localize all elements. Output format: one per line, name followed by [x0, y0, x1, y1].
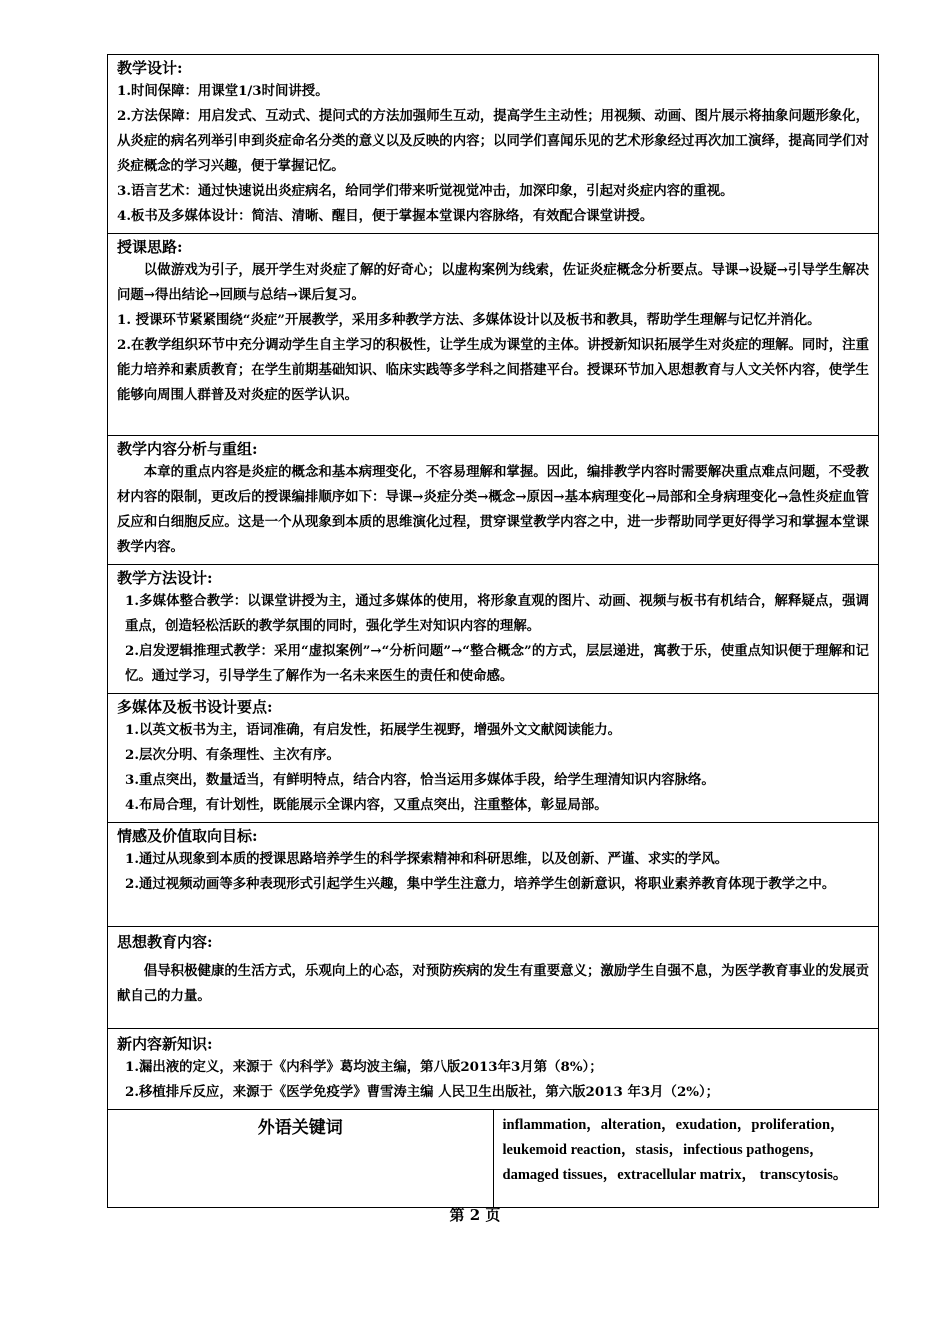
multimedia-design-item-4: 4.布局合理，有计划性，既能展示全课内容，又重点突出，注重整体，彰显局部。	[125, 797, 608, 813]
value-goals-cell	[108, 823, 879, 927]
multimedia-design-item-2: 2.层次分明、有条理性、主次有序。	[125, 747, 340, 763]
new-knowledge-item-1: 1.漏出液的定义，来源于《内科学》葛均波主编，第八版2013年3月第（8%）；	[125, 1059, 603, 1075]
lesson-plan-table	[107, 54, 879, 1208]
ideological-education-heading: 思想教育内容:	[117, 933, 213, 951]
teaching-approach-item-2: 2.在教学组织环节中充分调动学生自主学习的积极性，让学生成为课堂的主体。讲授新知识拓展学生对炎症的理解。同时，注重能力培养和素质教育；在学生前期基础知识、临床实践等多学科之间搭建平台。授课环节加入思想教育与人文关怀内容，使学生能够向周围人群普及对炎症的医学认识。	[117, 337, 869, 403]
content-analysis-row	[108, 436, 879, 565]
value-goals-heading: 情感及价值取向目标:	[117, 827, 258, 845]
teaching-design-heading: 教学设计:	[117, 59, 183, 77]
keywords-label: 外语关键词	[108, 1110, 494, 1208]
value-goals-item-1: 1.通过从现象到本质的授课思路培养学生的科学探索精神和科研思维，以及创新、严谨、求实的学风。	[125, 851, 729, 867]
teaching-approach-heading: 授课思路:	[117, 238, 183, 256]
multimedia-design-cell	[108, 694, 879, 823]
value-goals-row	[108, 823, 879, 927]
teaching-design-row	[108, 55, 879, 234]
content-analysis-text: 本章的重点内容是炎症的概念和基本病理变化，不容易理解和掌握。因此，编排教学内容时需要解决重点难点问题，不受教材内容的限制，更改后的授课编排顺序如下：导课→炎症分类→概念→原因→基本病理变化→局部和全身病理变化→急性炎症血管反应和白细胞反应。这是一个从现象到本质的思维演化过程，贯穿课堂教学内容之中，进一步帮助同学更好得学习和掌握本堂课教学内容。	[117, 464, 869, 555]
teaching-design-item-3: 3.语言艺术：通过快速说出炎症病名，给同学们带来听觉视觉冲击，加深印象，引起对炎症内容的重视。	[117, 183, 734, 199]
keywords-row	[108, 1110, 879, 1208]
document-page	[107, 54, 879, 1208]
teaching-approach-cell	[108, 234, 879, 436]
teaching-design-item-4: 4.板书及多媒体设计：简洁、清晰、醒目，便于掌握本堂课内容脉络，有效配合课堂讲授。	[117, 208, 654, 224]
multimedia-design-row	[108, 694, 879, 823]
multimedia-design-item-3: 3.重点突出，数量适当，有鲜明特点，结合内容，恰当运用多媒体手段，给学生理清知识内容脉络。	[125, 772, 715, 788]
teaching-methods-row	[108, 565, 879, 694]
teaching-methods-cell	[108, 565, 879, 694]
content-analysis-cell	[108, 436, 879, 565]
page-number: 第 2 页	[449, 1206, 501, 1224]
keywords-text: inflammation，alteration，exudation，proliferation，leukemoid reaction，stasis，infectious pathogens，damaged tissues，extracellular matrix， transcytosis。	[493, 1110, 879, 1208]
new-knowledge-cell	[108, 1029, 879, 1110]
teaching-methods-heading: 教学方法设计:	[117, 569, 213, 587]
new-knowledge-row	[108, 1029, 879, 1110]
new-knowledge-item-2: 2.移植排斥反应，来源于《医学免疫学》曹雪涛主编 人民卫生出版社，第六版2013 年3月（2%）；	[125, 1084, 720, 1100]
ideological-education-row	[108, 927, 879, 1029]
ideological-education-cell	[108, 927, 879, 1029]
teaching-approach-intro: 以做游戏为引子，展开学生对炎症了解的好奇心；以虚构案例为线索，佐证炎症概念分析要点。导课→设疑→引导学生解决问题→得出结论→回顾与总结→课后复习。	[117, 262, 869, 303]
multimedia-design-heading: 多媒体及板书设计要点:	[117, 698, 273, 716]
teaching-approach-item-1: 1. 授课环节紧紧围绕“炎症”开展教学，采用多种教学方法、多媒体设计以及板书和教具，帮助学生理解与记忆并消化。	[117, 312, 821, 328]
new-knowledge-heading: 新内容新知识:	[117, 1035, 213, 1053]
teaching-design-cell	[108, 55, 879, 234]
multimedia-design-item-1: 1.以英文板书为主，语词准确，有启发性，拓展学生视野，增强外文文献阅读能力。	[125, 722, 622, 738]
ideological-education-text: 倡导积极健康的生活方式，乐观向上的心态，对预防疾病的发生有重要意义；激励学生自强不息，为医学教育事业的发展贡献自己的力量。	[117, 963, 869, 1004]
teaching-approach-row	[108, 234, 879, 436]
content-analysis-heading: 教学内容分析与重组:	[117, 440, 258, 458]
teaching-design-item-1: 1.时间保障：用课堂1/3时间讲授。	[117, 83, 329, 99]
value-goals-item-2: 2.通过视频动画等多种表现形式引起学生兴趣，集中学生注意力，培养学生创新意识，将职业素养教育体现于教学之中。	[125, 876, 836, 892]
teaching-methods-item-2: 2.启发逻辑推理式教学：采用“虚拟案例”→“分析问题”→“整合概念”的方式，层层递进，寓教于乐，使重点知识便于理解和记忆。通过学习，引导学生了解作为一名未来医生的责任和使命感。	[125, 643, 869, 684]
teaching-methods-item-1: 1.多媒体整合教学：以课堂讲授为主，通过多媒体的使用，将形象直观的图片、动画、视频与板书有机结合，解释疑点，强调重点，创造轻松活跃的教学氛围的同时，强化学生对知识内容的理解。	[125, 593, 869, 634]
teaching-design-item-2: 2.方法保障：用启发式、互动式、提问式的方法加强师生互动，提高学生主动性；用视频、动画、图片展示将抽象问题形象化，从炎症的病名列举引申到炎症命名分类的意义以及反映的内容；以同学们喜闻乐见的艺术形象经过再次加工演绎，提高同学们对炎症概念的学习兴趣，便于掌握记忆。	[117, 108, 869, 174]
